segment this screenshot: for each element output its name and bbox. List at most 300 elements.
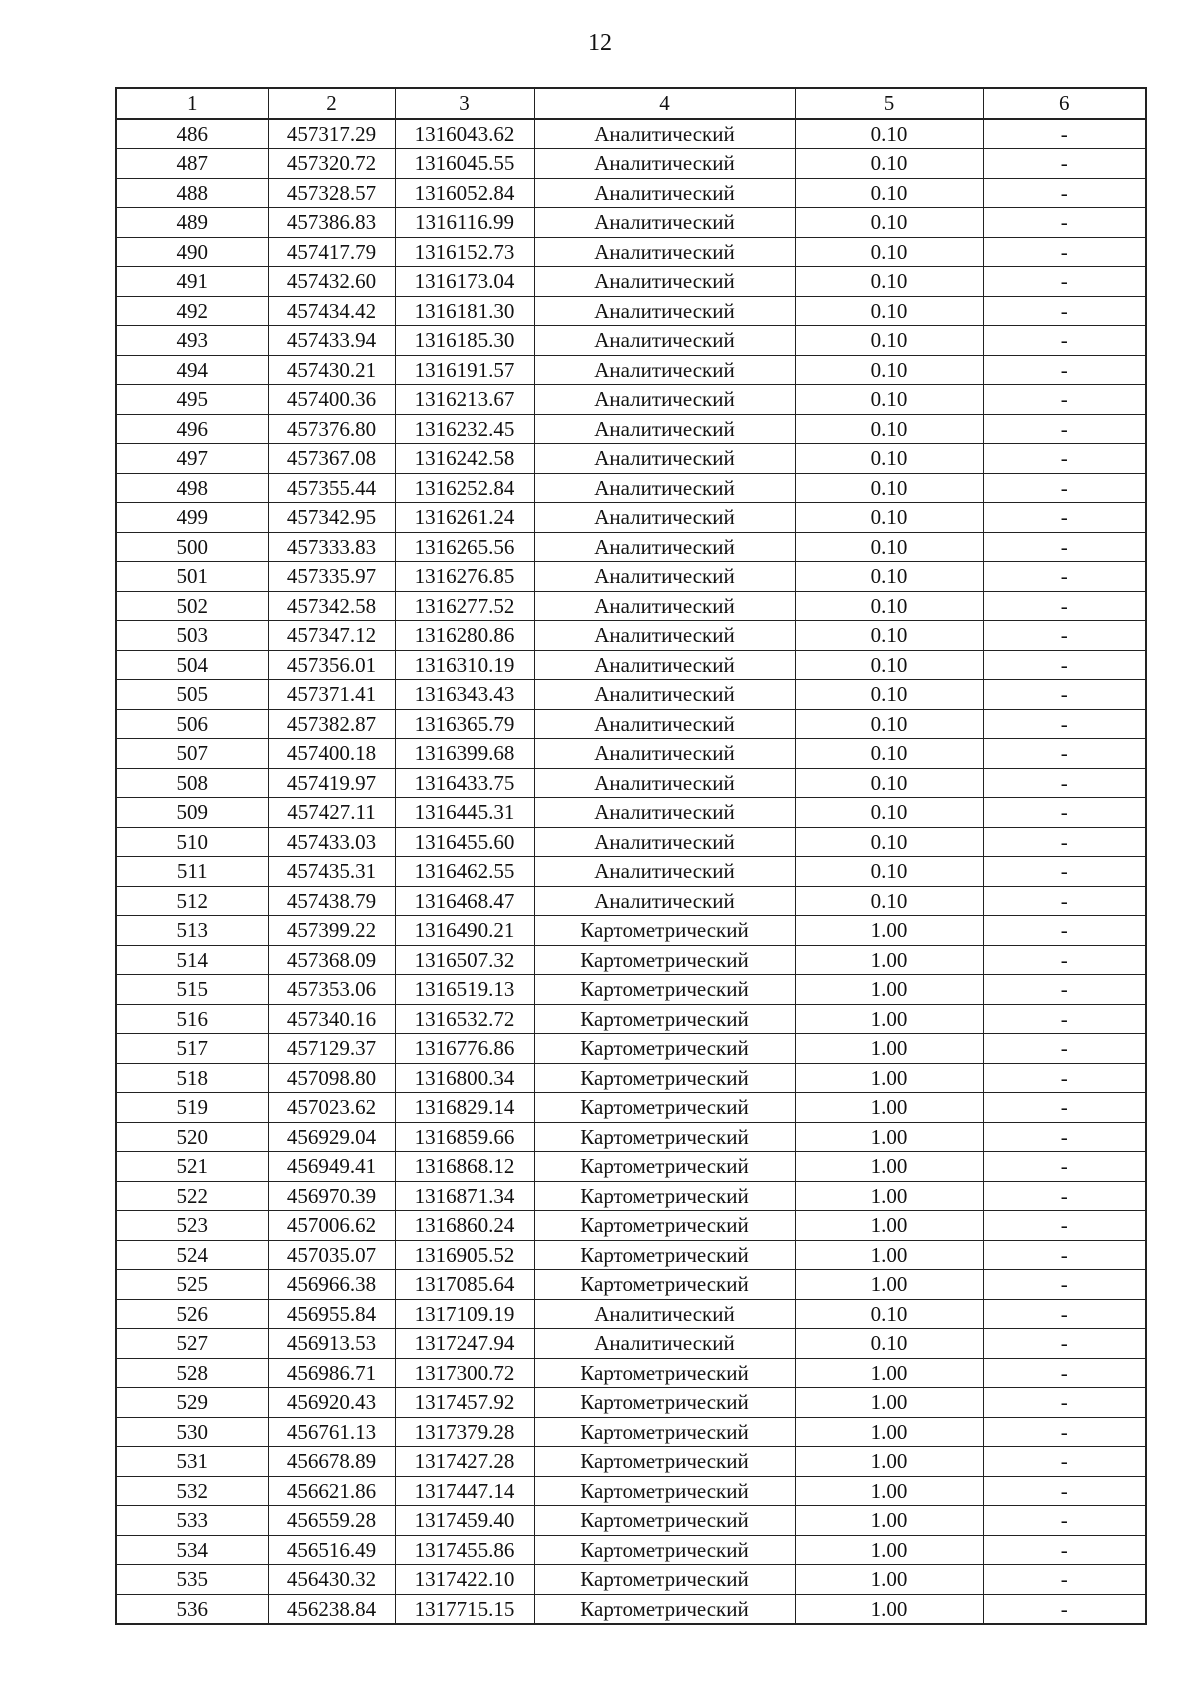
method-cell: Картометрический	[534, 1093, 795, 1123]
y-coordinate-cell: 1317247.94	[395, 1329, 534, 1359]
y-coordinate-cell: 1317379.28	[395, 1417, 534, 1447]
point-number-cell: 530	[116, 1417, 268, 1447]
point-number-cell: 501	[116, 562, 268, 592]
y-coordinate-cell: 1316185.30	[395, 326, 534, 356]
point-number-cell: 526	[116, 1299, 268, 1329]
method-cell: Аналитический	[534, 326, 795, 356]
table-row	[116, 1152, 1146, 1182]
method-cell: Картометрический	[534, 1594, 795, 1624]
y-coordinate-cell: 1317300.72	[395, 1358, 534, 1388]
point-number-cell: 509	[116, 798, 268, 828]
x-coordinate-cell: 457367.08	[268, 444, 395, 474]
x-coordinate-cell: 457400.36	[268, 385, 395, 415]
y-coordinate-cell: 1317422.10	[395, 1565, 534, 1595]
description-cell: -	[983, 444, 1146, 474]
table-row	[116, 1329, 1146, 1359]
x-coordinate-cell: 457433.03	[268, 827, 395, 857]
x-coordinate-cell: 456913.53	[268, 1329, 395, 1359]
accuracy-cell: 1.00	[795, 1004, 983, 1034]
y-coordinate-cell: 1316490.21	[395, 916, 534, 946]
description-cell: -	[983, 680, 1146, 710]
accuracy-cell: 0.10	[795, 857, 983, 887]
accuracy-cell: 1.00	[795, 1565, 983, 1595]
y-coordinate-cell: 1317447.14	[395, 1476, 534, 1506]
y-coordinate-cell: 1316507.32	[395, 945, 534, 975]
x-coordinate-cell: 457355.44	[268, 473, 395, 503]
method-cell: Картометрический	[534, 916, 795, 946]
x-coordinate-cell: 456238.84	[268, 1594, 395, 1624]
point-number-cell: 511	[116, 857, 268, 887]
accuracy-cell: 1.00	[795, 1594, 983, 1624]
accuracy-cell: 0.10	[795, 1299, 983, 1329]
table-row	[116, 267, 1146, 297]
table-row	[116, 326, 1146, 356]
x-coordinate-cell: 457328.57	[268, 178, 395, 208]
y-coordinate-cell: 1317427.28	[395, 1447, 534, 1477]
method-cell: Аналитический	[534, 473, 795, 503]
table-row	[116, 1358, 1146, 1388]
description-cell: -	[983, 886, 1146, 916]
y-coordinate-cell: 1316261.24	[395, 503, 534, 533]
accuracy-cell: 1.00	[795, 1211, 983, 1241]
y-coordinate-cell: 1317459.40	[395, 1506, 534, 1536]
x-coordinate-cell: 457427.11	[268, 798, 395, 828]
point-number-cell: 535	[116, 1565, 268, 1595]
description-cell: -	[983, 1004, 1146, 1034]
point-number-cell: 489	[116, 208, 268, 238]
point-number-cell: 529	[116, 1388, 268, 1418]
point-number-cell: 502	[116, 591, 268, 621]
x-coordinate-cell: 457430.21	[268, 355, 395, 385]
method-cell: Аналитический	[534, 178, 795, 208]
point-number-cell: 531	[116, 1447, 268, 1477]
table-row	[116, 1388, 1146, 1418]
point-number-cell: 510	[116, 827, 268, 857]
method-cell: Аналитический	[534, 296, 795, 326]
point-number-cell: 506	[116, 709, 268, 739]
table-row	[116, 1506, 1146, 1536]
table-row	[116, 355, 1146, 385]
point-number-cell: 522	[116, 1181, 268, 1211]
table-row	[116, 1299, 1146, 1329]
table-row	[116, 857, 1146, 887]
description-cell: -	[983, 208, 1146, 238]
method-cell: Картометрический	[534, 1122, 795, 1152]
accuracy-cell: 0.10	[795, 296, 983, 326]
x-coordinate-cell: 457342.95	[268, 503, 395, 533]
description-cell: -	[983, 916, 1146, 946]
x-coordinate-cell: 457347.12	[268, 621, 395, 651]
y-coordinate-cell: 1316433.75	[395, 768, 534, 798]
point-number-cell: 517	[116, 1034, 268, 1064]
table-row	[116, 473, 1146, 503]
x-coordinate-cell: 457434.42	[268, 296, 395, 326]
description-cell: -	[983, 1447, 1146, 1477]
coordinates-table	[115, 87, 1147, 1625]
accuracy-cell: 0.10	[795, 208, 983, 238]
x-coordinate-cell: 456678.89	[268, 1447, 395, 1477]
description-cell: -	[983, 1506, 1146, 1536]
accuracy-cell: 0.10	[795, 414, 983, 444]
accuracy-cell: 1.00	[795, 1063, 983, 1093]
point-number-cell: 534	[116, 1535, 268, 1565]
y-coordinate-cell: 1316043.62	[395, 119, 534, 149]
description-cell: -	[983, 149, 1146, 179]
method-cell: Картометрический	[534, 1565, 795, 1595]
table-row	[116, 385, 1146, 415]
column-header: 4	[534, 88, 795, 119]
description-cell: -	[983, 1476, 1146, 1506]
point-number-cell: 495	[116, 385, 268, 415]
point-number-cell: 505	[116, 680, 268, 710]
table-row	[116, 1447, 1146, 1477]
accuracy-cell: 0.10	[795, 473, 983, 503]
x-coordinate-cell: 456516.49	[268, 1535, 395, 1565]
accuracy-cell: 0.10	[795, 385, 983, 415]
x-coordinate-cell: 457356.01	[268, 650, 395, 680]
description-cell: -	[983, 1211, 1146, 1241]
y-coordinate-cell: 1316052.84	[395, 178, 534, 208]
method-cell: Картометрический	[534, 1004, 795, 1034]
description-cell: -	[983, 591, 1146, 621]
y-coordinate-cell: 1317457.92	[395, 1388, 534, 1418]
y-coordinate-cell: 1316045.55	[395, 149, 534, 179]
accuracy-cell: 0.10	[795, 768, 983, 798]
accuracy-cell: 1.00	[795, 1093, 983, 1123]
table-row	[116, 916, 1146, 946]
y-coordinate-cell: 1316213.67	[395, 385, 534, 415]
point-number-cell: 532	[116, 1476, 268, 1506]
method-cell: Аналитический	[534, 237, 795, 267]
accuracy-cell: 0.10	[795, 355, 983, 385]
table-row	[116, 208, 1146, 238]
x-coordinate-cell: 456929.04	[268, 1122, 395, 1152]
x-coordinate-cell: 456920.43	[268, 1388, 395, 1418]
x-coordinate-cell: 457035.07	[268, 1240, 395, 1270]
description-cell: -	[983, 532, 1146, 562]
table-row	[116, 768, 1146, 798]
table-row	[116, 119, 1146, 149]
method-cell: Аналитический	[534, 444, 795, 474]
x-coordinate-cell: 457417.79	[268, 237, 395, 267]
point-number-cell: 490	[116, 237, 268, 267]
table-row	[116, 1594, 1146, 1624]
method-cell: Картометрический	[534, 1270, 795, 1300]
x-coordinate-cell: 457438.79	[268, 886, 395, 916]
x-coordinate-cell: 456955.84	[268, 1299, 395, 1329]
y-coordinate-cell: 1316181.30	[395, 296, 534, 326]
x-coordinate-cell: 457433.94	[268, 326, 395, 356]
x-coordinate-cell: 457376.80	[268, 414, 395, 444]
x-coordinate-cell: 457129.37	[268, 1034, 395, 1064]
point-number-cell: 527	[116, 1329, 268, 1359]
x-coordinate-cell: 457317.29	[268, 119, 395, 149]
method-cell: Картометрический	[534, 1211, 795, 1241]
x-coordinate-cell: 457382.87	[268, 709, 395, 739]
x-coordinate-cell: 457353.06	[268, 975, 395, 1005]
y-coordinate-cell: 1316277.52	[395, 591, 534, 621]
accuracy-cell: 0.10	[795, 798, 983, 828]
accuracy-cell: 0.10	[795, 267, 983, 297]
method-cell: Картометрический	[534, 1388, 795, 1418]
table-row	[116, 414, 1146, 444]
accuracy-cell: 0.10	[795, 709, 983, 739]
method-cell: Аналитический	[534, 739, 795, 769]
point-number-cell: 528	[116, 1358, 268, 1388]
x-coordinate-cell: 456966.38	[268, 1270, 395, 1300]
method-cell: Аналитический	[534, 562, 795, 592]
y-coordinate-cell: 1316829.14	[395, 1093, 534, 1123]
y-coordinate-cell: 1317085.64	[395, 1270, 534, 1300]
y-coordinate-cell: 1316860.24	[395, 1211, 534, 1241]
x-coordinate-cell: 456430.32	[268, 1565, 395, 1595]
description-cell: -	[983, 945, 1146, 975]
y-coordinate-cell: 1316445.31	[395, 798, 534, 828]
accuracy-cell: 1.00	[795, 916, 983, 946]
description-cell: -	[983, 768, 1146, 798]
accuracy-cell: 0.10	[795, 149, 983, 179]
description-cell: -	[983, 1240, 1146, 1270]
method-cell: Картометрический	[534, 975, 795, 1005]
description-cell: -	[983, 650, 1146, 680]
point-number-cell: 533	[116, 1506, 268, 1536]
point-number-cell: 504	[116, 650, 268, 680]
point-number-cell: 487	[116, 149, 268, 179]
table-row	[116, 975, 1146, 1005]
table-row	[116, 1211, 1146, 1241]
x-coordinate-cell: 456559.28	[268, 1506, 395, 1536]
table-row	[116, 1270, 1146, 1300]
table-row	[116, 1417, 1146, 1447]
accuracy-cell: 0.10	[795, 532, 983, 562]
accuracy-cell: 0.10	[795, 680, 983, 710]
accuracy-cell: 0.10	[795, 119, 983, 149]
y-coordinate-cell: 1316468.47	[395, 886, 534, 916]
accuracy-cell: 1.00	[795, 1535, 983, 1565]
point-number-cell: 503	[116, 621, 268, 651]
accuracy-cell: 1.00	[795, 975, 983, 1005]
point-number-cell: 497	[116, 444, 268, 474]
point-number-cell: 515	[116, 975, 268, 1005]
accuracy-cell: 0.10	[795, 503, 983, 533]
method-cell: Аналитический	[534, 208, 795, 238]
accuracy-cell: 1.00	[795, 1358, 983, 1388]
table-row	[116, 945, 1146, 975]
point-number-cell: 508	[116, 768, 268, 798]
method-cell: Аналитический	[534, 709, 795, 739]
point-number-cell: 500	[116, 532, 268, 562]
x-coordinate-cell: 457342.58	[268, 591, 395, 621]
y-coordinate-cell: 1317715.15	[395, 1594, 534, 1624]
point-number-cell: 519	[116, 1093, 268, 1123]
x-coordinate-cell: 457368.09	[268, 945, 395, 975]
y-coordinate-cell: 1316280.86	[395, 621, 534, 651]
column-header: 3	[395, 88, 534, 119]
point-number-cell: 496	[116, 414, 268, 444]
accuracy-cell: 1.00	[795, 1476, 983, 1506]
method-cell: Картометрический	[534, 1417, 795, 1447]
x-coordinate-cell: 456986.71	[268, 1358, 395, 1388]
accuracy-cell: 1.00	[795, 1122, 983, 1152]
point-number-cell: 523	[116, 1211, 268, 1241]
accuracy-cell: 1.00	[795, 1417, 983, 1447]
point-number-cell: 492	[116, 296, 268, 326]
point-number-cell: 536	[116, 1594, 268, 1624]
description-cell: -	[983, 562, 1146, 592]
point-number-cell: 491	[116, 267, 268, 297]
description-cell: -	[983, 1093, 1146, 1123]
y-coordinate-cell: 1316859.66	[395, 1122, 534, 1152]
y-coordinate-cell: 1316152.73	[395, 237, 534, 267]
x-coordinate-cell: 456621.86	[268, 1476, 395, 1506]
page-number: 12	[588, 30, 612, 56]
x-coordinate-cell: 457399.22	[268, 916, 395, 946]
table-row	[116, 1181, 1146, 1211]
description-cell: -	[983, 1152, 1146, 1182]
method-cell: Аналитический	[534, 1299, 795, 1329]
table-row	[116, 1240, 1146, 1270]
x-coordinate-cell: 457098.80	[268, 1063, 395, 1093]
point-number-cell: 524	[116, 1240, 268, 1270]
method-cell: Аналитический	[534, 650, 795, 680]
table-row	[116, 827, 1146, 857]
table-header-row	[116, 88, 1146, 119]
point-number-cell: 513	[116, 916, 268, 946]
method-cell: Аналитический	[534, 827, 795, 857]
description-cell: -	[983, 1388, 1146, 1418]
description-cell: -	[983, 237, 1146, 267]
point-number-cell: 518	[116, 1063, 268, 1093]
x-coordinate-cell: 456949.41	[268, 1152, 395, 1182]
x-coordinate-cell: 456970.39	[268, 1181, 395, 1211]
accuracy-cell: 0.10	[795, 621, 983, 651]
accuracy-cell: 0.10	[795, 237, 983, 267]
point-number-cell: 514	[116, 945, 268, 975]
column-header: 6	[983, 88, 1146, 119]
description-cell: -	[983, 178, 1146, 208]
point-number-cell: 488	[116, 178, 268, 208]
point-number-cell: 512	[116, 886, 268, 916]
description-cell: -	[983, 1329, 1146, 1359]
method-cell: Аналитический	[534, 591, 795, 621]
table-row	[116, 709, 1146, 739]
x-coordinate-cell: 456761.13	[268, 1417, 395, 1447]
table-row	[116, 1034, 1146, 1064]
column-header: 5	[795, 88, 983, 119]
accuracy-cell: 1.00	[795, 1181, 983, 1211]
method-cell: Аналитический	[534, 621, 795, 651]
accuracy-cell: 1.00	[795, 1270, 983, 1300]
description-cell: -	[983, 1270, 1146, 1300]
y-coordinate-cell: 1316455.60	[395, 827, 534, 857]
column-header: 1	[116, 88, 268, 119]
point-number-cell: 520	[116, 1122, 268, 1152]
method-cell: Аналитический	[534, 414, 795, 444]
x-coordinate-cell: 457435.31	[268, 857, 395, 887]
accuracy-cell: 0.10	[795, 650, 983, 680]
y-coordinate-cell: 1317109.19	[395, 1299, 534, 1329]
table-row	[116, 562, 1146, 592]
table-row	[116, 621, 1146, 651]
x-coordinate-cell: 457333.83	[268, 532, 395, 562]
y-coordinate-cell: 1316173.04	[395, 267, 534, 297]
method-cell: Аналитический	[534, 1329, 795, 1359]
method-cell: Аналитический	[534, 385, 795, 415]
accuracy-cell: 0.10	[795, 562, 983, 592]
accuracy-cell: 0.10	[795, 886, 983, 916]
method-cell: Аналитический	[534, 680, 795, 710]
table-row	[116, 798, 1146, 828]
method-cell: Картометрический	[534, 1358, 795, 1388]
y-coordinate-cell: 1316519.13	[395, 975, 534, 1005]
table-row	[116, 1093, 1146, 1123]
accuracy-cell: 0.10	[795, 591, 983, 621]
method-cell: Аналитический	[534, 886, 795, 916]
y-coordinate-cell: 1317455.86	[395, 1535, 534, 1565]
table-body	[116, 119, 1146, 1625]
table-row	[116, 1063, 1146, 1093]
description-cell: -	[983, 473, 1146, 503]
description-cell: -	[983, 267, 1146, 297]
x-coordinate-cell: 457386.83	[268, 208, 395, 238]
y-coordinate-cell: 1316776.86	[395, 1034, 534, 1064]
description-cell: -	[983, 385, 1146, 415]
table-row	[116, 532, 1146, 562]
accuracy-cell: 1.00	[795, 1034, 983, 1064]
table-row	[116, 503, 1146, 533]
table-row	[116, 591, 1146, 621]
method-cell: Картометрический	[534, 945, 795, 975]
y-coordinate-cell: 1316116.99	[395, 208, 534, 238]
description-cell: -	[983, 1034, 1146, 1064]
description-cell: -	[983, 1299, 1146, 1329]
table-row	[116, 1122, 1146, 1152]
point-number-cell: 499	[116, 503, 268, 533]
table-row	[116, 650, 1146, 680]
x-coordinate-cell: 457320.72	[268, 149, 395, 179]
accuracy-cell: 1.00	[795, 945, 983, 975]
method-cell: Аналитический	[534, 355, 795, 385]
y-coordinate-cell: 1316800.34	[395, 1063, 534, 1093]
method-cell: Аналитический	[534, 798, 795, 828]
table-row	[116, 1004, 1146, 1034]
table-row	[116, 680, 1146, 710]
method-cell: Картометрический	[534, 1535, 795, 1565]
table-row	[116, 149, 1146, 179]
y-coordinate-cell: 1316868.12	[395, 1152, 534, 1182]
y-coordinate-cell: 1316399.68	[395, 739, 534, 769]
x-coordinate-cell: 457340.16	[268, 1004, 395, 1034]
x-coordinate-cell: 457371.41	[268, 680, 395, 710]
accuracy-cell: 0.10	[795, 1329, 983, 1359]
method-cell: Аналитический	[534, 857, 795, 887]
description-cell: -	[983, 296, 1146, 326]
method-cell: Картометрический	[534, 1063, 795, 1093]
description-cell: -	[983, 1594, 1146, 1624]
method-cell: Аналитический	[534, 267, 795, 297]
y-coordinate-cell: 1316276.85	[395, 562, 534, 592]
point-number-cell: 516	[116, 1004, 268, 1034]
y-coordinate-cell: 1316365.79	[395, 709, 534, 739]
method-cell: Аналитический	[534, 532, 795, 562]
y-coordinate-cell: 1316871.34	[395, 1181, 534, 1211]
x-coordinate-cell: 457023.62	[268, 1093, 395, 1123]
description-cell: -	[983, 355, 1146, 385]
x-coordinate-cell: 457432.60	[268, 267, 395, 297]
y-coordinate-cell: 1316310.19	[395, 650, 534, 680]
accuracy-cell: 0.10	[795, 326, 983, 356]
description-cell: -	[983, 119, 1146, 149]
